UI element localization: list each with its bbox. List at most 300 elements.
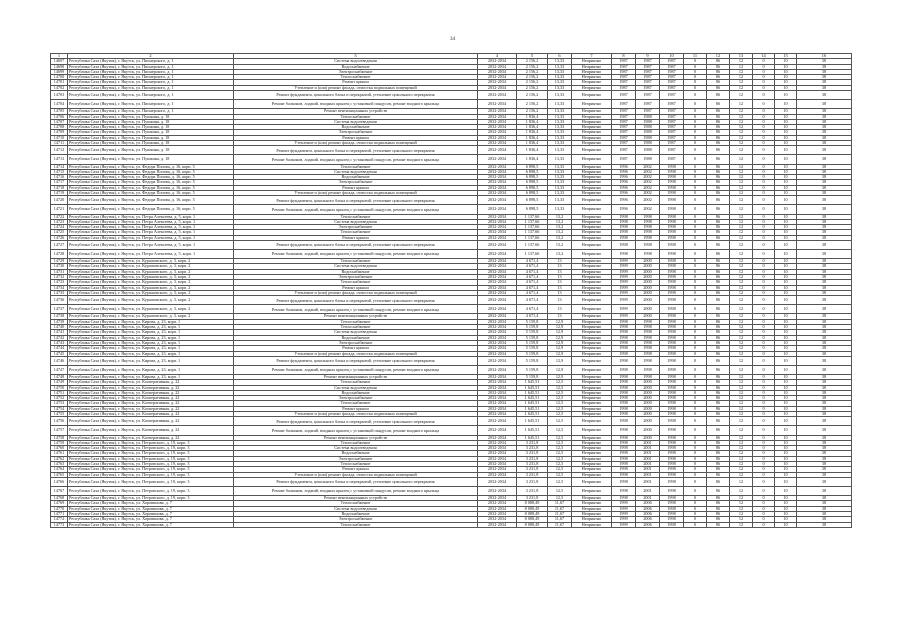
- rate-cell: 13: [548, 305, 572, 314]
- col-16-cell: 38: [797, 517, 852, 522]
- area-cell: 4 671,4: [517, 290, 548, 295]
- col-11-cell: 0: [684, 335, 707, 340]
- period-cell: 2032-2034: [478, 487, 517, 496]
- year-c-cell: 1998: [660, 346, 684, 351]
- year-a-cell: 1998: [612, 219, 636, 224]
- column-number-11: 11: [684, 54, 707, 59]
- status-cell: Неприятно: [572, 196, 612, 205]
- col-15-cell: 10: [775, 446, 797, 451]
- col-14-cell: 0: [753, 396, 775, 401]
- year-a-cell: 1996: [612, 205, 636, 214]
- col-14-cell: 0: [753, 467, 775, 472]
- col-11-cell: 0: [684, 467, 707, 472]
- address-cell: Республика Саха (Якутия), г. Якутск, ул. Кирова, д. 23, корп. 1: [68, 356, 234, 365]
- col-13-cell: 12: [730, 191, 753, 196]
- col-16-cell: 38: [797, 390, 852, 395]
- year-c-cell: 1987: [660, 91, 684, 100]
- year-c-cell: 1987: [660, 146, 684, 155]
- address-cell: Республика Саха (Якутия), г. Якутск, ул. Кирова, д. 23, корп. 1: [68, 375, 234, 380]
- year-a-cell: 1998: [612, 385, 636, 390]
- col-15-cell: 10: [775, 330, 797, 335]
- col-11-cell: 0: [684, 141, 707, 146]
- row-id-cell: 14732: [51, 275, 68, 280]
- rate-cell: 13,2: [548, 235, 572, 240]
- col-16-cell: 38: [797, 180, 852, 185]
- col-11-cell: 0: [684, 240, 707, 249]
- address-cell: Республика Саха (Якутия), г. Якутск, ул. Петровского, д. 19, корп. 3: [68, 477, 234, 486]
- year-c-cell: 1998: [660, 169, 684, 174]
- year-b-cell: 1988: [636, 135, 660, 140]
- col-16-cell: 38: [797, 219, 852, 224]
- col-15-cell: 10: [775, 346, 797, 351]
- col-16-cell: 38: [797, 472, 852, 477]
- year-b-cell: 2000: [636, 305, 660, 314]
- rate-cell: 13,33: [548, 125, 572, 130]
- column-number-2: 2: [68, 54, 234, 59]
- year-c-cell: 1998: [660, 230, 684, 235]
- rate-cell: 12,5: [548, 451, 572, 456]
- col-13-cell: 12: [730, 285, 753, 290]
- col-15-cell: 10: [775, 185, 797, 190]
- col-16-cell: 38: [797, 396, 852, 401]
- col-12-cell: 86: [707, 401, 730, 406]
- year-a-cell: 1987: [612, 109, 636, 114]
- year-a-cell: 1999: [612, 512, 636, 517]
- year-c-cell: 1998: [660, 185, 684, 190]
- year-c-cell: 1998: [660, 330, 684, 335]
- status-cell: Неприятно: [572, 146, 612, 155]
- row-id-cell: 14759: [51, 440, 68, 445]
- col-16-cell: 38: [797, 467, 852, 472]
- year-c-cell: 1998: [660, 305, 684, 314]
- col-12-cell: 86: [707, 75, 730, 80]
- col-12-cell: 86: [707, 230, 730, 235]
- col-14-cell: 0: [753, 365, 775, 374]
- year-b-cell: 2001: [636, 451, 660, 456]
- period-cell: 2032-2034: [478, 269, 517, 274]
- work-type-cell: Ремонт вентиляционных устройств: [234, 109, 478, 114]
- area-cell: 1 137,66: [517, 214, 548, 219]
- col-11-cell: 0: [684, 259, 707, 264]
- col-16-cell: 38: [797, 506, 852, 511]
- year-a-cell: 1999: [612, 501, 636, 506]
- year-a-cell: 1998: [612, 467, 636, 472]
- col-16-cell: 38: [797, 91, 852, 100]
- year-c-cell: 1998: [660, 335, 684, 340]
- status-cell: Неприятно: [572, 390, 612, 395]
- area-cell: 1 137,66: [517, 225, 548, 230]
- row-id-cell: 14773: [51, 522, 68, 527]
- work-type-cell: Электроснабжение: [234, 396, 478, 401]
- address-cell: Республика Саха (Якутия), г. Якутск, ул. Петра Алексеева, д. 5, корп. 1: [68, 225, 234, 230]
- row-id-cell: 14727: [51, 240, 68, 249]
- col-12-cell: 86: [707, 180, 730, 185]
- work-type-cell: Ремонт крыши: [234, 135, 478, 140]
- area-cell: 8 088,49: [517, 506, 548, 511]
- area-cell: 5 159,8: [517, 375, 548, 380]
- col-11-cell: 0: [684, 290, 707, 295]
- row-id-cell: 14771: [51, 512, 68, 517]
- address-cell: Республика Саха (Якутия), г. Якутск, ул. Кооперативная, д. 22: [68, 401, 234, 406]
- col-16-cell: 38: [797, 446, 852, 451]
- col-14-cell: 0: [753, 375, 775, 380]
- year-c-cell: 1998: [660, 264, 684, 269]
- col-12-cell: 86: [707, 319, 730, 324]
- period-cell: 2032-2034: [478, 185, 517, 190]
- area-cell: 5 159,8: [517, 325, 548, 330]
- row-id-cell: 14758: [51, 435, 68, 440]
- status-cell: Неприятно: [572, 114, 612, 119]
- row-id-cell: 14743: [51, 340, 68, 345]
- col-15-cell: 10: [775, 219, 797, 224]
- col-16-cell: 38: [797, 496, 852, 501]
- area-cell: 3 231,8: [517, 451, 548, 456]
- work-type-cell: Теплоснабжение: [234, 75, 478, 80]
- area-cell: 1 645,51: [517, 426, 548, 435]
- year-c-cell: 1998: [660, 319, 684, 324]
- year-c-cell: 1998: [660, 512, 684, 517]
- col-11-cell: 0: [684, 146, 707, 155]
- col-14-cell: 0: [753, 346, 775, 351]
- year-c-cell: 1998: [660, 440, 684, 445]
- col-12-cell: 86: [707, 125, 730, 130]
- area-cell: 2 156,2: [517, 75, 548, 80]
- col-15-cell: 10: [775, 467, 797, 472]
- col-16-cell: 38: [797, 340, 852, 345]
- col-11-cell: 0: [684, 225, 707, 230]
- rate-cell: 12,5: [548, 496, 572, 501]
- year-c-cell: 1998: [660, 365, 684, 374]
- address-cell: Республика Саха (Якутия), г. Якутск, ул. Курашовского, д. 3, корп. 2: [68, 305, 234, 314]
- col-14-cell: 0: [753, 185, 775, 190]
- col-14-cell: 0: [753, 335, 775, 340]
- col-14-cell: 0: [753, 169, 775, 174]
- col-15-cell: 10: [775, 335, 797, 340]
- work-type-cell: Ремонт фундамента, цокольного блока и перекрытий, утепление цокольного перекрытия: [234, 296, 478, 305]
- rate-cell: 12,5: [548, 401, 572, 406]
- col-14-cell: 0: [753, 230, 775, 235]
- year-c-cell: 1987: [660, 141, 684, 146]
- row-id-cell: 14697: [51, 59, 68, 64]
- col-16-cell: 38: [797, 487, 852, 496]
- col-12-cell: 86: [707, 109, 730, 114]
- col-12-cell: 86: [707, 467, 730, 472]
- year-b-cell: 2001: [636, 477, 660, 486]
- rate-cell: 13: [548, 264, 572, 269]
- year-c-cell: 1987: [660, 80, 684, 85]
- col-16-cell: 38: [797, 356, 852, 365]
- col-11-cell: 0: [684, 412, 707, 417]
- col-13-cell: 12: [730, 356, 753, 365]
- year-a-cell: 1999: [612, 290, 636, 295]
- rate-cell: 13,33: [548, 69, 572, 74]
- row-id-cell: 14722: [51, 214, 68, 219]
- address-cell: Республика Саха (Якутия), г. Якутск, ул. Петровского, д. 19, корп. 3: [68, 472, 234, 477]
- col-13-cell: 12: [730, 440, 753, 445]
- area-cell: 8 088,49: [517, 512, 548, 517]
- col-13-cell: 12: [730, 346, 753, 351]
- year-b-cell: 2000: [636, 412, 660, 417]
- row-id-cell: 14715: [51, 169, 68, 174]
- col-16-cell: 38: [797, 319, 852, 324]
- col-11-cell: 0: [684, 462, 707, 467]
- row-id-cell: 14769: [51, 501, 68, 506]
- year-a-cell: 1987: [612, 146, 636, 155]
- col-12-cell: 86: [707, 305, 730, 314]
- work-type-cell: Электроснабжение: [234, 456, 478, 461]
- row-id-cell: 14705: [51, 109, 68, 114]
- col-15-cell: 10: [775, 214, 797, 219]
- col-11-cell: 0: [684, 135, 707, 140]
- work-type-cell: Ремонт вентиляционных устройств: [234, 435, 478, 440]
- row-id-cell: 14742: [51, 335, 68, 340]
- address-cell: Республика Саха (Якутия), г. Якутск, ул. Пушкина, д. 18: [68, 114, 234, 119]
- col-11-cell: 0: [684, 64, 707, 69]
- address-cell: Республика Саха (Якутия), г. Якутск, ул. Кирова, д. 23, корп. 1: [68, 330, 234, 335]
- area-cell: 2 156,2: [517, 91, 548, 100]
- year-c-cell: 1998: [660, 296, 684, 305]
- col-15-cell: 10: [775, 290, 797, 295]
- period-cell: 2032-2034: [478, 517, 517, 522]
- col-16-cell: 38: [797, 214, 852, 219]
- work-type-cell: Утепление и (или) ремонт фасада, отмостка подвальных помещений: [234, 191, 478, 196]
- rate-cell: 12,5: [548, 487, 572, 496]
- area-cell: 1 645,51: [517, 385, 548, 390]
- year-a-cell: 1998: [612, 435, 636, 440]
- rate-cell: 12,5: [548, 396, 572, 401]
- year-a-cell: 1998: [612, 412, 636, 417]
- col-12-cell: 86: [707, 477, 730, 486]
- year-b-cell: 1987: [636, 59, 660, 64]
- year-a-cell: 1987: [612, 125, 636, 130]
- row-id-cell: 14764: [51, 467, 68, 472]
- col-16-cell: 38: [797, 451, 852, 456]
- year-b-cell: 1988: [636, 155, 660, 164]
- work-type-cell: Ремонт балконов, лоджий, входных крылец с установкой пандусов, ремонт входного крыльца: [234, 365, 478, 374]
- work-type-cell: Ремонт вентиляционных устройств: [234, 496, 478, 501]
- col-15-cell: 10: [775, 119, 797, 124]
- year-c-cell: 1998: [660, 205, 684, 214]
- col-14-cell: 0: [753, 250, 775, 259]
- col-15-cell: 10: [775, 135, 797, 140]
- status-cell: Неприятно: [572, 319, 612, 324]
- status-cell: Неприятно: [572, 119, 612, 124]
- row-id-cell: 14735: [51, 290, 68, 295]
- area-cell: 5 159,8: [517, 335, 548, 340]
- rate-cell: 13,33: [548, 205, 572, 214]
- year-c-cell: 1998: [660, 240, 684, 249]
- rate-cell: 13,2: [548, 214, 572, 219]
- period-cell: 2032-2034: [478, 305, 517, 314]
- year-c-cell: 1998: [660, 426, 684, 435]
- col-12-cell: 86: [707, 446, 730, 451]
- year-c-cell: 1987: [660, 125, 684, 130]
- status-cell: Неприятно: [572, 375, 612, 380]
- rate-cell: 12,9: [548, 340, 572, 345]
- work-type-cell: Ремонт фундамента, цокольного блока и перекрытий, утепление цокольного перекрытия: [234, 146, 478, 155]
- area-cell: 5 159,8: [517, 340, 548, 345]
- col-14-cell: 0: [753, 314, 775, 319]
- year-a-cell: 1998: [612, 396, 636, 401]
- period-cell: 2032-2034: [478, 230, 517, 235]
- col-12-cell: 86: [707, 214, 730, 219]
- period-cell: 2032-2034: [478, 125, 517, 130]
- area-cell: 4 671,4: [517, 259, 548, 264]
- year-b-cell: 2000: [636, 435, 660, 440]
- rate-cell: 12,5: [548, 477, 572, 486]
- col-15-cell: 10: [775, 225, 797, 230]
- column-number-4: 4: [478, 54, 517, 59]
- col-14-cell: 0: [753, 501, 775, 506]
- address-cell: Республика Саха (Якутия), г. Якутск, ул. Федора Попова, д. 16, корп. 5: [68, 205, 234, 214]
- year-a-cell: 1998: [612, 325, 636, 330]
- col-13-cell: 12: [730, 69, 753, 74]
- row-id-cell: 14770: [51, 506, 68, 511]
- row-id-cell: 14718: [51, 185, 68, 190]
- work-type-cell: Ремонт вентиляционных устройств: [234, 314, 478, 319]
- table-row: [51, 100, 852, 109]
- address-cell: Республика Саха (Якутия), г. Якутск, ул. Петровского, д. 19, корп. 3: [68, 462, 234, 467]
- col-15-cell: 10: [775, 412, 797, 417]
- period-cell: 2032-2034: [478, 175, 517, 180]
- row-id-cell: 14740: [51, 325, 68, 330]
- period-cell: 2032-2034: [478, 119, 517, 124]
- rate-cell: 13,2: [548, 219, 572, 224]
- capital-repair-table: [50, 53, 851, 528]
- address-cell: Республика Саха (Якутия), г. Якутск, ул. Курашовского, д. 3, корп. 2: [68, 290, 234, 295]
- col-13-cell: 12: [730, 456, 753, 461]
- year-b-cell: 1987: [636, 69, 660, 74]
- period-cell: 2032-2034: [478, 100, 517, 109]
- status-cell: Неприятно: [572, 356, 612, 365]
- col-15-cell: 10: [775, 396, 797, 401]
- col-16-cell: 38: [797, 196, 852, 205]
- col-13-cell: 12: [730, 467, 753, 472]
- period-cell: 2032-2034: [478, 417, 517, 426]
- col-14-cell: 0: [753, 240, 775, 249]
- work-type-cell: Электроснабжение: [234, 130, 478, 135]
- col-11-cell: 0: [684, 451, 707, 456]
- col-14-cell: 0: [753, 305, 775, 314]
- work-type-cell: Ремонт балконов, лоджий, входных крылец с установкой пандусов, ремонт входного крыльца: [234, 487, 478, 496]
- col-14-cell: 0: [753, 325, 775, 330]
- col-11-cell: 0: [684, 219, 707, 224]
- year-a-cell: 1999: [612, 305, 636, 314]
- col-11-cell: 0: [684, 185, 707, 190]
- work-type-cell: Ремонт фундамента, цокольного блока и перекрытий, утепление цокольного перекрытия: [234, 417, 478, 426]
- col-16-cell: 38: [797, 412, 852, 417]
- column-number-13: 13: [730, 54, 753, 59]
- year-b-cell: 2000: [636, 406, 660, 411]
- col-12-cell: 86: [707, 506, 730, 511]
- table-row: [51, 146, 852, 155]
- col-11-cell: 0: [684, 91, 707, 100]
- col-13-cell: 12: [730, 91, 753, 100]
- col-15-cell: 10: [775, 141, 797, 146]
- col-13-cell: 12: [730, 451, 753, 456]
- col-13-cell: 12: [730, 275, 753, 280]
- work-type-cell: Система водоотведения: [234, 264, 478, 269]
- status-cell: Неприятно: [572, 351, 612, 356]
- col-14-cell: 0: [753, 69, 775, 74]
- col-13-cell: 12: [730, 325, 753, 330]
- year-c-cell: 1998: [660, 412, 684, 417]
- area-cell: 2 156,2: [517, 59, 548, 64]
- address-cell: Республика Саха (Якутия), г. Якутск, ул. Петровского, д. 19, корп. 3: [68, 456, 234, 461]
- col-15-cell: 10: [775, 125, 797, 130]
- col-13-cell: 12: [730, 219, 753, 224]
- col-15-cell: 10: [775, 325, 797, 330]
- year-b-cell: 2002: [636, 185, 660, 190]
- col-12-cell: 86: [707, 435, 730, 440]
- work-type-cell: Ремонт фундамента, цокольного блока и перекрытий, утепление цокольного перекрытия: [234, 240, 478, 249]
- status-cell: Неприятно: [572, 69, 612, 74]
- year-b-cell: 1987: [636, 100, 660, 109]
- col-12-cell: 86: [707, 512, 730, 517]
- col-14-cell: 0: [753, 175, 775, 180]
- col-12-cell: 86: [707, 426, 730, 435]
- status-cell: Неприятно: [572, 330, 612, 335]
- period-cell: 2032-2034: [478, 435, 517, 440]
- col-15-cell: 10: [775, 164, 797, 169]
- col-12-cell: 86: [707, 250, 730, 259]
- table-row: [51, 477, 852, 486]
- work-type-cell: Система водоотведения: [234, 330, 478, 335]
- work-type-cell: Водоснабжение: [234, 390, 478, 395]
- status-cell: Неприятно: [572, 235, 612, 240]
- year-b-cell: 1987: [636, 64, 660, 69]
- col-12-cell: 86: [707, 330, 730, 335]
- col-11-cell: 0: [684, 440, 707, 445]
- status-cell: Неприятно: [572, 264, 612, 269]
- col-16-cell: 38: [797, 314, 852, 319]
- col-13-cell: 12: [730, 235, 753, 240]
- rate-cell: 13,33: [548, 85, 572, 90]
- table-row: [51, 356, 852, 365]
- year-b-cell: 2000: [636, 264, 660, 269]
- period-cell: 2032-2034: [478, 240, 517, 249]
- year-c-cell: 1998: [660, 462, 684, 467]
- col-11-cell: 0: [684, 365, 707, 374]
- period-cell: 2032-2034: [478, 314, 517, 319]
- status-cell: Неприятно: [572, 80, 612, 85]
- col-13-cell: 12: [730, 517, 753, 522]
- col-13-cell: 12: [730, 119, 753, 124]
- status-cell: Неприятно: [572, 305, 612, 314]
- col-16-cell: 38: [797, 119, 852, 124]
- year-a-cell: 1999: [612, 522, 636, 527]
- year-c-cell: 1987: [660, 59, 684, 64]
- period-cell: 2032-2034: [478, 135, 517, 140]
- col-12-cell: 86: [707, 130, 730, 135]
- col-14-cell: 0: [753, 440, 775, 445]
- period-cell: 2032-2034: [478, 259, 517, 264]
- area-cell: 1 645,51: [517, 412, 548, 417]
- year-b-cell: 2006: [636, 512, 660, 517]
- row-id-cell: 14724: [51, 225, 68, 230]
- column-number-16: 16: [797, 54, 852, 59]
- area-cell: 3 231,8: [517, 477, 548, 486]
- col-12-cell: 86: [707, 517, 730, 522]
- row-id-cell: 14701: [51, 80, 68, 85]
- col-11-cell: 0: [684, 175, 707, 180]
- rate-cell: 13,33: [548, 146, 572, 155]
- status-cell: Неприятно: [572, 85, 612, 90]
- col-11-cell: 0: [684, 85, 707, 90]
- col-16-cell: 38: [797, 100, 852, 109]
- row-id-cell: 14706: [51, 114, 68, 119]
- col-11-cell: 0: [684, 346, 707, 351]
